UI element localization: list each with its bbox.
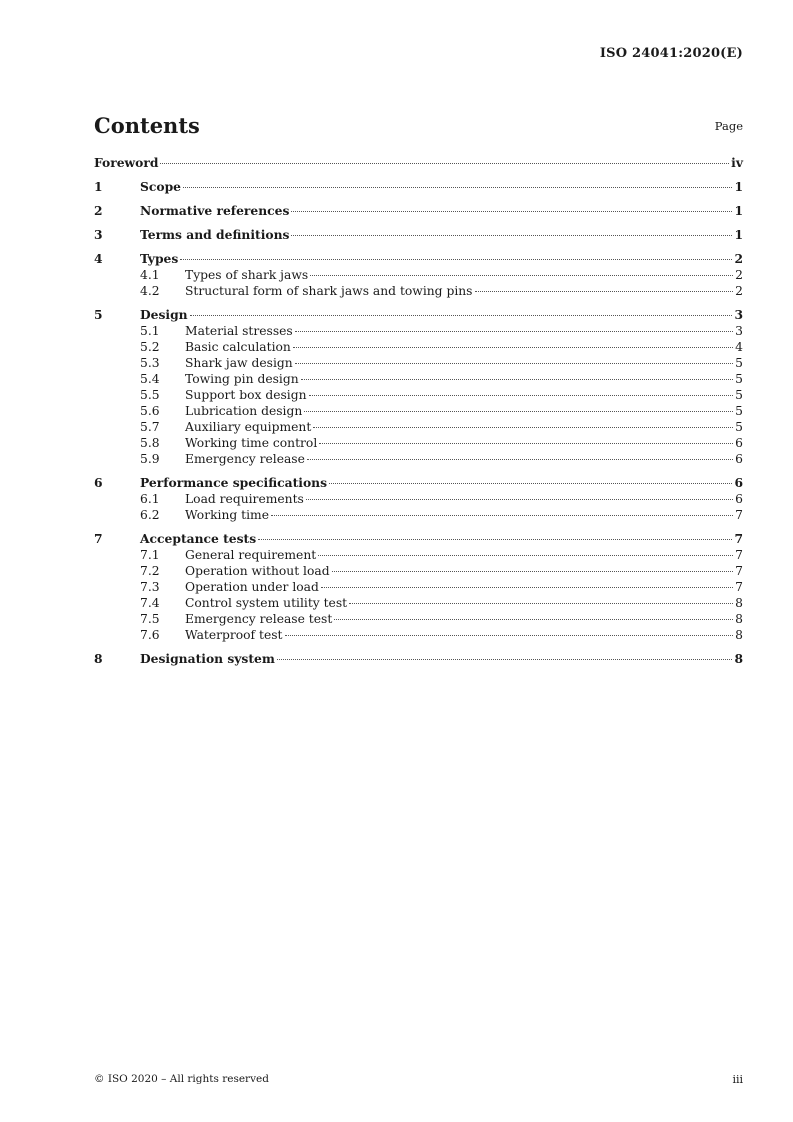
dot-leader (318, 555, 733, 556)
toc-entry-title: Designation system (140, 651, 275, 666)
table-of-contents (94, 155, 743, 667)
dot-leader (306, 499, 733, 500)
dot-leader (313, 427, 733, 428)
toc-entry-title: Operation without load (185, 564, 330, 578)
toc-entry-number: 4.1 (140, 268, 160, 282)
toc-entry-page: iv (731, 155, 743, 170)
dot-leader (271, 515, 733, 516)
page-title: Contents (94, 113, 200, 138)
toc-entry-number: 4 (94, 251, 103, 266)
toc-entry-number: 7.6 (140, 628, 160, 642)
toc-subentry[interactable] (94, 563, 743, 579)
page-column-label: Page (714, 119, 743, 133)
copyright-notice: © ISO 2020 – All rights reserved (94, 1073, 269, 1085)
toc-entry-number: 5.7 (140, 420, 160, 434)
toc-entry-title: Waterproof test (185, 628, 283, 642)
toc-entry-page: 8 (735, 612, 743, 626)
dot-leader (285, 635, 734, 636)
toc-entry-title: Load requirements (185, 492, 304, 506)
toc-subentry[interactable] (94, 451, 743, 467)
toc-subentry[interactable] (94, 491, 743, 507)
toc-entry-title: General requirement (185, 548, 317, 562)
dot-leader (160, 163, 729, 164)
toc-entry-title: Terms and definitions (140, 227, 290, 242)
toc-entry-title: Acceptance tests (140, 531, 257, 546)
toc-subentry[interactable] (94, 283, 743, 299)
toc-subentry[interactable] (94, 595, 743, 611)
toc-entry-page: 8 (735, 628, 743, 642)
toc-entry-page: 3 (734, 307, 743, 322)
toc-entry-page: 6 (734, 475, 743, 490)
dot-leader (332, 571, 734, 572)
toc-entry-page: 7 (735, 564, 743, 578)
toc-entry-number: 7.3 (140, 580, 160, 594)
dot-leader (334, 619, 733, 620)
toc-entry-number: 5 (94, 307, 103, 322)
toc-entry-number: 1 (94, 179, 103, 194)
dot-leader (291, 235, 732, 236)
toc-entry-page: 5 (735, 356, 743, 370)
toc-entry[interactable] (94, 179, 743, 195)
toc-entry[interactable] (94, 651, 743, 667)
toc-entry-page: 8 (734, 651, 743, 666)
toc-entry-title: Support box design (185, 388, 307, 402)
toc-entry-number: 5.8 (140, 436, 160, 450)
toc-entry[interactable] (94, 251, 743, 267)
toc-subentry[interactable] (94, 435, 743, 451)
dot-leader (190, 315, 733, 316)
toc-entry[interactable] (94, 155, 743, 171)
dot-leader (319, 443, 733, 444)
toc-subentry[interactable] (94, 611, 743, 627)
dot-leader (295, 363, 733, 364)
dot-leader (277, 659, 733, 660)
dot-leader (258, 539, 732, 540)
toc-entry-page: 6 (735, 436, 743, 450)
toc-entry-number: 5.2 (140, 340, 160, 354)
toc-entry-page: 5 (735, 372, 743, 386)
toc-subentry[interactable] (94, 387, 743, 403)
toc-entry[interactable] (94, 203, 743, 219)
toc-entry-page: 5 (735, 420, 743, 434)
toc-entry-title: Basic calculation (185, 340, 291, 354)
dot-leader (310, 275, 733, 276)
toc-entry-page: 7 (734, 531, 743, 546)
toc-entry-title: Control system utility test (185, 596, 348, 610)
toc-entry-page: 3 (735, 324, 743, 338)
dot-leader (309, 395, 734, 396)
toc-subentry[interactable] (94, 355, 743, 371)
toc-entry-page: 1 (734, 203, 743, 218)
toc-entry-title: Auxiliary equipment (185, 420, 312, 434)
toc-entry-number: 5.9 (140, 452, 160, 466)
dot-leader (293, 347, 733, 348)
toc-entry-page: 1 (734, 227, 743, 242)
dot-leader (291, 211, 732, 212)
toc-entry-title: Material stresses (185, 324, 293, 338)
toc-entry-page: 4 (735, 340, 743, 354)
toc-entry-number: 7.2 (140, 564, 160, 578)
toc-entry-number: 7.5 (140, 612, 160, 626)
toc-entry-page: 2 (735, 284, 743, 298)
toc-subentry[interactable] (94, 267, 743, 283)
dot-leader (329, 483, 732, 484)
toc-entry-page: 7 (735, 508, 743, 522)
toc-entry-number: 5.1 (140, 324, 160, 338)
toc-entry[interactable] (94, 531, 743, 547)
toc-entry-number: 7 (94, 531, 103, 546)
dot-leader (304, 411, 733, 412)
dot-leader (183, 187, 732, 188)
toc-subentry[interactable] (94, 579, 743, 595)
toc-entry[interactable] (94, 475, 743, 491)
toc-entry-title: Normative references (140, 203, 290, 218)
toc-entry-title: Emergency release test (185, 612, 333, 626)
toc-entry-page: 6 (735, 452, 743, 466)
toc-entry-title: Towing pin design (185, 372, 299, 386)
toc-entry-number: 8 (94, 651, 103, 666)
toc-subentry[interactable] (94, 403, 743, 419)
toc-entry-number: 4.2 (140, 284, 160, 298)
dot-leader (475, 291, 734, 292)
document-id: ISO 24041:2020(E) (599, 46, 743, 61)
toc-entry-page: 7 (735, 580, 743, 594)
toc-entry-title: Operation under load (185, 580, 319, 594)
toc-entry-page: 8 (735, 596, 743, 610)
toc-entry-page: 5 (735, 388, 743, 402)
toc-entry-number: 5.3 (140, 356, 160, 370)
toc-entry-page: 5 (735, 404, 743, 418)
toc-entry-title: Foreword (94, 155, 159, 170)
toc-entry-title: Types of shark jaws (185, 268, 309, 282)
toc-entry-page: 1 (734, 179, 743, 194)
toc-entry-page: 2 (735, 268, 743, 282)
toc-entry-title: Performance specifications (140, 475, 328, 490)
toc-entry-title: Shark jaw design (185, 356, 293, 370)
toc-entry-number: 2 (94, 203, 103, 218)
toc-entry-title: Design (140, 307, 188, 322)
dot-leader (295, 331, 733, 332)
dot-leader (349, 603, 733, 604)
toc-entry-number: 6.1 (140, 492, 160, 506)
toc-entry-title: Structural form of shark jaws and towing pins (185, 284, 473, 298)
toc-subentry[interactable] (94, 323, 743, 339)
toc-entry-title: Emergency release (185, 452, 305, 466)
toc-entry-page: 2 (734, 251, 743, 266)
toc-entry-title: Lubrication design (185, 404, 303, 418)
toc-subentry[interactable] (94, 339, 743, 355)
toc-entry-number: 7.1 (140, 548, 160, 562)
toc-entry-title: Types (140, 251, 179, 266)
dot-leader (301, 379, 734, 380)
toc-subentry[interactable] (94, 419, 743, 435)
toc-entry-number: 5.6 (140, 404, 160, 418)
toc-entry-number: 6 (94, 475, 103, 490)
toc-entry-title: Working time control (185, 436, 318, 450)
dot-leader (180, 259, 732, 260)
toc-entry-number: 3 (94, 227, 103, 242)
toc-entry[interactable] (94, 307, 743, 323)
toc-subentry[interactable] (94, 627, 743, 643)
toc-entry-number: 6.2 (140, 508, 160, 522)
toc-entry-title: Working time (185, 508, 269, 522)
toc-entry-title: Scope (140, 179, 181, 194)
page-number: iii (732, 1073, 743, 1086)
toc-entry-page: 6 (735, 492, 743, 506)
toc-entry[interactable] (94, 227, 743, 243)
toc-entry-number: 7.4 (140, 596, 160, 610)
toc-subentry[interactable] (94, 507, 743, 523)
dot-leader (307, 459, 733, 460)
dot-leader (321, 587, 733, 588)
toc-entry-number: 5.4 (140, 372, 160, 386)
toc-entry-page: 7 (735, 548, 743, 562)
toc-subentry[interactable] (94, 547, 743, 563)
toc-entry-number: 5.5 (140, 388, 160, 402)
toc-subentry[interactable] (94, 371, 743, 387)
